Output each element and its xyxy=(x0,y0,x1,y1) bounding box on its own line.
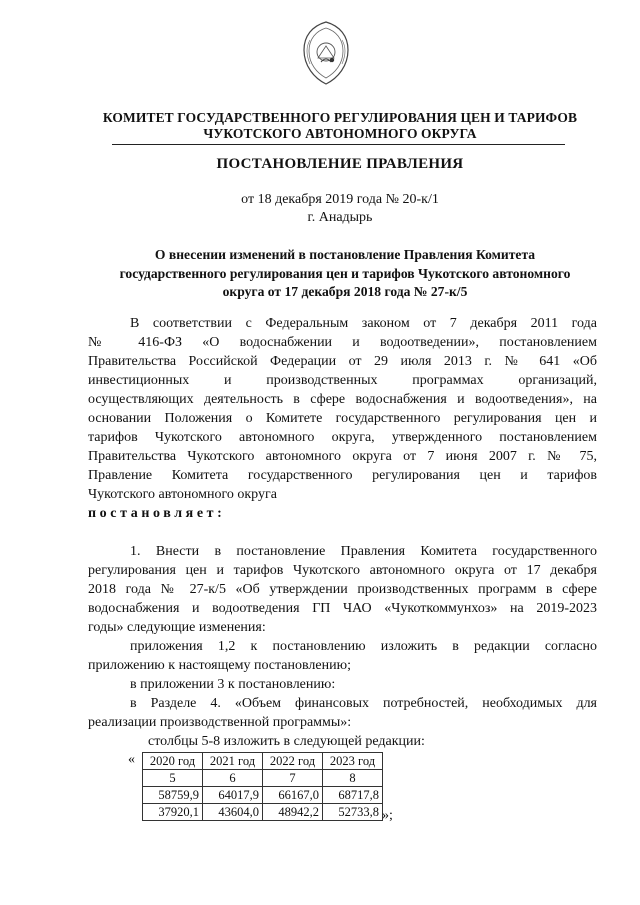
subject-line-3: округа от 17 декабря 2018 года № 27-к/5 xyxy=(222,284,468,299)
org-title-line1: КОМИТЕТ ГОСУДАРСТВЕННОГО РЕГУЛИРОВАНИЯ ЦЕН И ТАРИФОВ xyxy=(102,110,578,125)
table-quote-open: « xyxy=(128,752,135,767)
table-column-number: 7 xyxy=(263,770,323,787)
document-city: г. Анадырь xyxy=(307,210,373,225)
preamble-line-1: В соответствии с Федеральным законом от 7 декабря 2011 года xyxy=(130,316,597,331)
item1-line-1: 1. Внести в постановление Правления Комитета государственного xyxy=(130,544,597,559)
appendix3-line: в приложении 3 к постановлению: xyxy=(130,677,336,692)
table-cell: 52733,8 xyxy=(323,804,383,821)
table-header-cell: 2020 год xyxy=(143,753,203,770)
table-cell: 58759,9 xyxy=(143,787,203,804)
org-title-line2: ЧУКОТСКОГО АВТОНОМНОГО ОКРУГА xyxy=(203,126,477,141)
table-cell: 68717,8 xyxy=(323,787,383,804)
table-column-number: 8 xyxy=(323,770,383,787)
item1-line-4: водоснабжения и водоотведения ГП ЧАО «Чукоткоммунхоз» на 2019-2023 xyxy=(88,601,597,616)
table-column-number-row xyxy=(143,770,383,787)
section-line-1: в Разделе 4. «Объем финансовых потребностей, необходимых для xyxy=(130,696,597,711)
subject-line-1: О внесении изменений в постановление Правления Комитета xyxy=(154,247,536,262)
preamble-line-5: осуществляющих деятельность в сфере водоснабжения и водоотведения», на xyxy=(88,392,597,407)
preamble-line-7: тарифов Чукотского автономного округа, утвержденного постановлением xyxy=(88,430,597,445)
item1-line-3: 2018 года № 27-к/5 «Об утверждении производственных программ в сфере xyxy=(88,582,597,597)
item1-line-2: регулирования цен и тарифов Чукотского автономного округа от 17 декабря xyxy=(88,563,597,578)
table-header-row xyxy=(143,753,383,770)
item1-line-5: годы» следующие изменения: xyxy=(88,620,266,635)
preamble-line-6: основании Положения о Комитете государственного регулирования цен и xyxy=(88,411,597,426)
preamble-line-4: инвестиционных и производственных программах организаций, xyxy=(88,373,597,388)
table-header-cell: 2022 год xyxy=(263,753,323,770)
preamble-line-8: Правительства Чукотского автономного округа от 7 июня 2007 г. № 75, xyxy=(88,449,597,464)
resolves-word: постановляет: xyxy=(88,506,226,521)
document-date-number: от 18 декабря 2019 года № 20-к/1 xyxy=(241,192,439,207)
table-cell: 66167,0 xyxy=(263,787,323,804)
table-cell: 43604,0 xyxy=(203,804,263,821)
table-header-cell: 2023 год xyxy=(323,753,383,770)
table-quote-close: »; xyxy=(382,808,393,823)
preamble-line-9: Правление Комитета государственного регулирования цен и тарифов xyxy=(88,468,597,483)
table-header-cell: 2021 год xyxy=(203,753,263,770)
columns-instruction: столбцы 5-8 изложить в следующей редакции: xyxy=(148,734,425,749)
subject-line-2: государственного регулирования цен и тарифов Чукотского автономного xyxy=(119,265,571,281)
appendix-line-1: приложения 1,2 к постановлению изложить в редакции согласно xyxy=(130,639,597,654)
header-divider xyxy=(112,144,565,145)
preamble-line-3: Правительства Российской Федерации от 29 июля 2013 г. № 641 «Об xyxy=(88,354,597,369)
document-type: ПОСТАНОВЛЕНИЕ ПРАВЛЕНИЯ xyxy=(216,156,464,172)
section-line-2: реализации производственной программы»: xyxy=(88,715,352,730)
table-row xyxy=(143,804,383,821)
coat-of-arms-icon xyxy=(298,20,354,86)
preamble-line-2: № 416-ФЗ «О водоснабжении и водоотведении», постановлением xyxy=(88,335,597,350)
table-cell: 48942,2 xyxy=(263,804,323,821)
table-cell: 37920,1 xyxy=(143,804,203,821)
table-cell: 64017,9 xyxy=(203,787,263,804)
table-row xyxy=(143,787,383,804)
preamble-line-10: Чукотского автономного округа xyxy=(88,487,277,502)
table-column-number: 6 xyxy=(203,770,263,787)
appendix-line-2: приложению к настоящему постановлению; xyxy=(88,658,351,673)
table-column-number: 5 xyxy=(143,770,203,787)
financial-needs-table xyxy=(142,752,383,821)
